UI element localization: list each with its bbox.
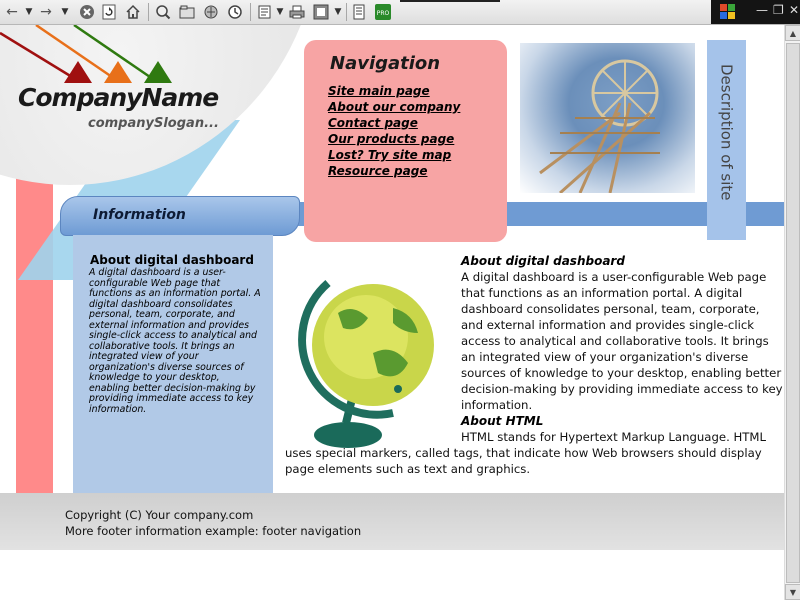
restore-icon[interactable]: ❐ [773, 3, 784, 17]
nav-link-contact-page[interactable]: Contact page [328, 116, 418, 130]
nav-link-site-main-page[interactable]: Site main page [328, 84, 430, 98]
navigation-title: Navigation [330, 53, 441, 74]
main-body-html: HTML stands for Hypertext Markup Language. HTML uses special markers, called tags, that indicate how Web browsers should display page elements such as text and graphics. [285, 430, 767, 476]
site-description: Description of site [717, 64, 736, 201]
sidebar-body: A digital dashboard is a user-configurable Web page that functions as an information portal. A digital dashboard consolidates personal, team, corporate, and external information and provides single-click access to analytical and collaborative tools. It brings an integrated view of your organization's diverse sources of knowledge to your desktop, enabling better decision-making by providing immediate access to key information. [89, 267, 261, 415]
red-arrow-icon [64, 61, 92, 83]
bookmark-dropdown-icon[interactable]: ▼ [334, 7, 342, 17]
back-dropdown-icon[interactable]: ▼ [25, 7, 33, 17]
footer [0, 493, 784, 550]
nav-link-site-map[interactable]: Lost? Try site map [328, 148, 452, 162]
toolbar-separator [148, 3, 149, 21]
logo-arrows [0, 25, 200, 87]
pro-label: PRO [376, 10, 390, 17]
toolbar-edge-line [400, 0, 500, 2]
security-icon[interactable] [202, 2, 220, 22]
sidebar [73, 235, 273, 495]
header-photo [520, 43, 695, 193]
toolbar-separator [250, 3, 251, 21]
footer-copyright: Copyright (C) Your company.com [65, 508, 254, 522]
navigation-panel [304, 40, 507, 242]
globe-image [298, 273, 446, 453]
scroll-up-icon[interactable]: ▲ [785, 25, 800, 41]
folder-icon[interactable] [178, 2, 196, 22]
web-page [0, 25, 784, 600]
sidebar-heading: About digital dashboard [90, 253, 254, 267]
page-icon[interactable] [350, 2, 368, 22]
windows-logo-icon [720, 4, 736, 20]
forward-dropdown-icon[interactable]: ▼ [61, 7, 69, 17]
vertical-scrollbar[interactable] [784, 25, 800, 600]
refresh-icon[interactable] [100, 2, 118, 22]
pro-icon[interactable] [374, 2, 392, 22]
orange-arrow-icon [104, 61, 132, 83]
back-icon[interactable]: ← [6, 4, 18, 20]
nav-link-about-company[interactable]: About our company [328, 100, 461, 114]
green-arrow-icon [144, 61, 172, 83]
bookmark-icon[interactable] [312, 2, 330, 22]
forward-icon[interactable]: → [40, 4, 52, 20]
scroll-down-icon[interactable]: ▼ [785, 584, 800, 600]
edit-dropdown-icon[interactable]: ▼ [276, 7, 284, 17]
scroll-thumb[interactable] [786, 43, 800, 583]
footer-info: More footer information example: footer navigation [65, 524, 362, 538]
edit-icon[interactable] [256, 2, 274, 22]
minimize-icon[interactable]: — [756, 3, 768, 17]
close-icon[interactable]: ✕ [789, 3, 800, 17]
history-icon[interactable] [226, 2, 244, 22]
toolbar-separator [346, 3, 347, 21]
navigation-links [328, 83, 460, 179]
search-icon[interactable] [154, 2, 172, 22]
main-body-dashboard: A digital dashboard is a user-configurable Web page that functions as an information portal. A digital dashboard consolidates personal, team, corporate, and external information and provides single-click access to analytical and collaborative tools. It brings an integrated view of your organization's diverse sources of knowledge to your desktop, enabling better decision-making by providing immediate access to key information. [461, 270, 783, 412]
information-tab [60, 196, 300, 236]
home-icon[interactable] [124, 2, 142, 22]
browser-toolbar [0, 0, 800, 25]
information-tab-label: Information [93, 207, 186, 223]
main-heading-html: About HTML [461, 414, 544, 428]
stop-icon[interactable] [78, 2, 96, 22]
nav-link-resource-page[interactable]: Resource page [328, 164, 428, 178]
window-controls [711, 0, 800, 24]
company-slogan: companySlogan... [88, 116, 219, 131]
main-heading-dashboard: About digital dashboard [461, 254, 625, 268]
company-name: CompanyName [18, 83, 219, 112]
print-icon[interactable] [288, 2, 306, 22]
nav-link-products-page[interactable]: Our products page [328, 132, 455, 146]
